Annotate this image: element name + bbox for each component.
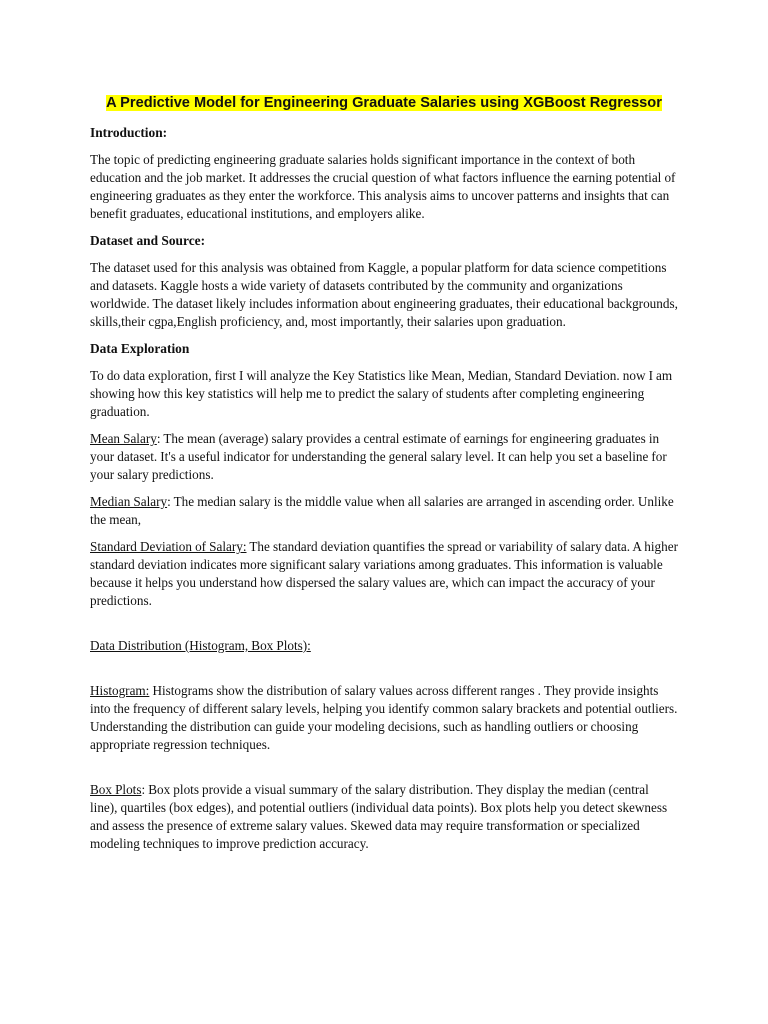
boxplots-label: Box Plots	[90, 782, 142, 797]
histogram-label: Histogram:	[90, 683, 150, 698]
histogram-paragraph	[90, 682, 678, 754]
stddev-paragraph	[90, 538, 678, 610]
stddev-label: Standard Deviation of Salary:	[90, 539, 247, 554]
exploration-heading: Data Exploration	[90, 341, 190, 356]
spacer	[90, 664, 678, 682]
boxplots-text: : Box plots provide a visual summary of the salary distribution. They display the median (central line), quartiles (box edges), and potential outliers (individual data points). Box plots help you detect skewness and assess the presence of extreme salary values. Skewed data may require transformation or specialized modeling techniques to improve prediction accuracy.	[90, 782, 668, 851]
mean-salary-paragraph	[90, 430, 678, 484]
introduction-paragraph: The topic of predicting engineering graduate salaries holds significant importance in the context of both education and the job market. It addresses the crucial question of what factors influence the earning potential of engineering graduates as they enter the workforce. This analysis aims to uncover patterns and insights that can benefit graduates, educational institutions, and employers alike.	[90, 152, 676, 221]
document-title	[90, 92, 678, 114]
spacer	[90, 619, 678, 637]
spacer	[90, 763, 678, 781]
median-salary-label: Median Salary	[90, 494, 168, 509]
distribution-label: Data Distribution (Histogram, Box Plots):	[90, 638, 311, 653]
mean-salary-label: Mean Salary	[90, 431, 157, 446]
dataset-paragraph: The dataset used for this analysis was obtained from Kaggle, a popular platform for data science competitions and datasets. Kaggle hosts a wide variety of datasets contributed by the community and organizations worldwide. The dataset likely includes information about engineering graduates, their educational backgrounds, skills,their cgpa,English proficiency, and, most importantly, their salaries upon graduation.	[90, 260, 678, 329]
stddev-text: The standard deviation quantifies the spread or variability of salary data. A higher standard deviation indicates more significant salary variations among graduates. This information is valuable because it helps you understand how dispersed the salary values are, which can impact the accuracy of your predictions.	[90, 539, 678, 608]
median-salary-text: : The median salary is the middle value when all salaries are arranged in ascending order. Unlike the mean,	[90, 494, 674, 527]
introduction-heading: Introduction:	[90, 125, 168, 140]
exploration-paragraph: To do data exploration, first I will analyze the Key Statistics like Mean, Median, Standard Deviation. now I am showing how this key statistics will help me to predict the salary of students after completing engineering graduation.	[90, 368, 673, 419]
dataset-heading: Dataset and Source:	[90, 233, 206, 248]
boxplots-paragraph	[90, 781, 678, 853]
mean-salary-text: : The mean (average) salary provides a central estimate of earnings for engineering graduates in your dataset. It's a useful indicator for understanding the general salary level. It can help you set a baseline for your salary predictions.	[90, 431, 667, 482]
histogram-text: Histograms show the distribution of salary values across different ranges . They provide insights into the frequency of different salary levels, helping you identify common salary brackets and potential outliers. Understanding the distribution can guide your modeling decisions, such as handling outliers or choosing appropriate regression techniques.	[90, 683, 678, 752]
title-highlight: A Predictive Model for Engineering Graduate Salaries using XGBoost Regressor	[106, 95, 662, 111]
median-salary-paragraph	[90, 493, 678, 529]
distribution-heading	[90, 637, 678, 655]
document-page	[90, 92, 678, 862]
